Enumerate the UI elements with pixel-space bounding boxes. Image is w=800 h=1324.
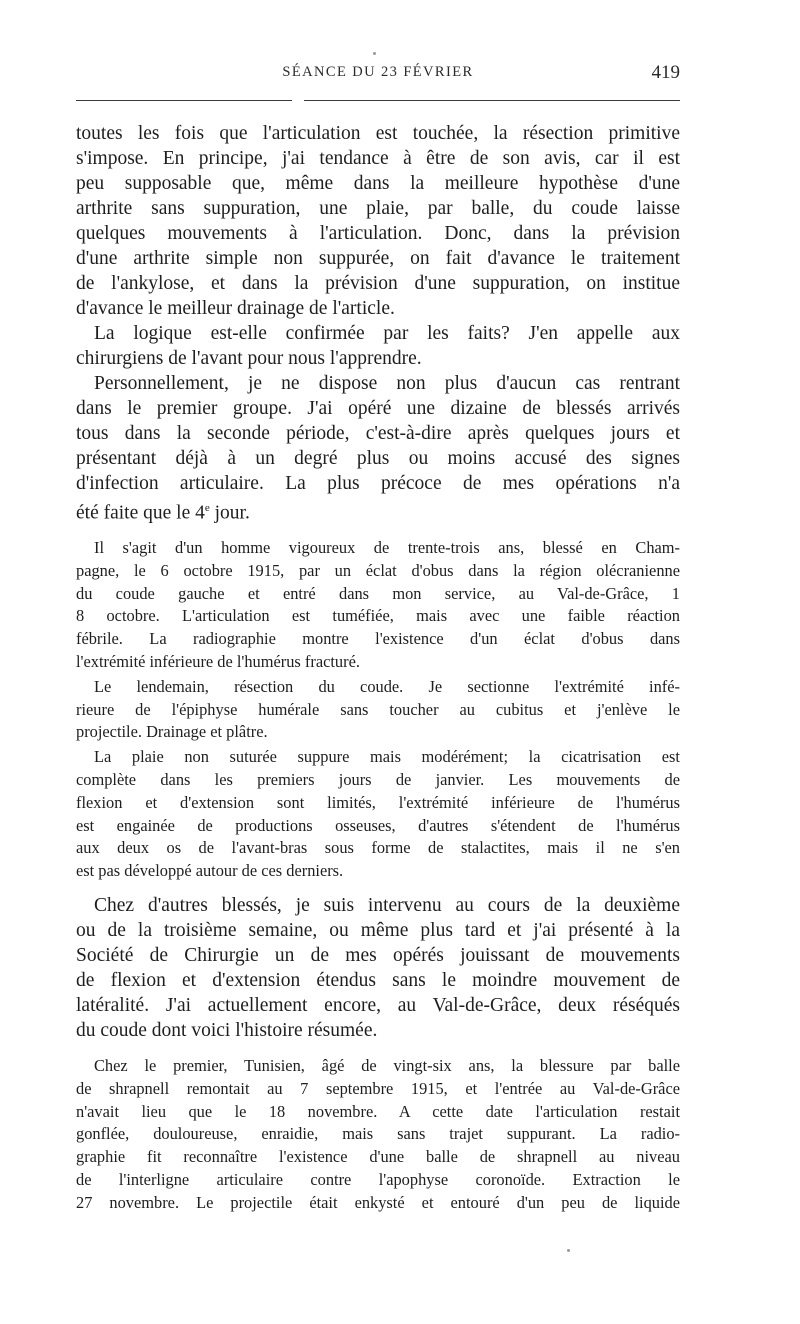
- text-line: arthrite sans suppuration, une plaie, par balle, du coude laisse: [76, 198, 680, 219]
- text-line: aux deux os de l'avant-bras sous forme de stalactites, mais il ne s'en: [76, 838, 680, 858]
- text-line: de l'interligne articulaire contre l'apophyse coronoïde. Extraction le: [76, 1169, 680, 1189]
- text-line: d'une arthrite simple non suppurée, on fait d'avance le traitement: [76, 248, 680, 269]
- paragraph-personal: [76, 371, 680, 526]
- text-line: [76, 496, 680, 526]
- text-line: latéralité. J'ai actuellement encore, au Val-de-Grâce, deux réséqués: [76, 995, 680, 1016]
- page-number: 419: [651, 62, 680, 83]
- paragraph-logic: [76, 321, 680, 371]
- text-line: de flexion et d'extension étendus sans le moindre mouvement de: [76, 970, 680, 991]
- text-line: Chez le premier, Tunisien, âgé de vingt-six ans, la blessure par balle: [94, 1056, 680, 1075]
- text-line: rieure de l'épiphyse humérale sans toucher au cubitus et j'enlève le: [76, 699, 680, 719]
- text-line: du coude dont voici l'histoire résumée.: [76, 1020, 378, 1041]
- text-line: quelques mouvements à l'articulation. Donc, dans la prévision: [76, 223, 680, 244]
- paragraph-continued: [76, 121, 680, 321]
- case-report-first: [76, 537, 680, 883]
- text-line: l'extrémité inférieure de l'humérus fracturé.: [76, 651, 360, 671]
- text-line: s'impose. En principe, j'ai tendance à être de son avis, car il est: [76, 148, 680, 169]
- text-line: flexion et d'extension sont limités, l'extrémité inférieure de l'humérus: [76, 792, 680, 812]
- text-line: ou de la troisième semaine, ou même plus tard et j'ai présenté à la: [76, 920, 680, 941]
- text-line: Il s'agit d'un homme vigoureux de trente-trois ans, blessé en Cham-: [94, 538, 680, 557]
- text-line: Société de Chirurgie un de mes opérés jouissant de mouvements: [76, 945, 680, 966]
- text-line: projectile. Drainage et plâtre.: [76, 722, 268, 742]
- text-line: tous dans la seconde période, c'est-à-dire après quelques jours et: [76, 423, 680, 444]
- text-line: 27 novembre. Le projectile était enkysté et entouré d'un peu de liquide: [76, 1192, 680, 1212]
- text-line: d'avance le meilleur drainage de l'article.: [76, 298, 395, 319]
- text-line: 8 octobre. L'articulation est tuméfiée, mais avec une faible réaction: [76, 606, 680, 626]
- text-line: d'infection articulaire. La plus précoce de mes opérations n'a: [76, 473, 680, 494]
- text-fragment: jour.: [209, 502, 250, 524]
- text-line: est engainée de productions osseuses, d'autres s'étendent de l'humérus: [76, 815, 680, 835]
- text-fragment: été faite que le 4: [76, 502, 205, 524]
- superscript: e: [204, 502, 210, 514]
- case-report-second: [76, 1055, 680, 1215]
- text-line: toutes les fois que l'articulation est touchée, la résection primitive: [76, 123, 680, 144]
- paper-speck: [567, 1249, 570, 1252]
- text-line: La logique est-elle confirmée par les faits? J'en appelle aux: [94, 323, 680, 344]
- text-line: peu supposable que, même dans la meilleure hypothèse d'une: [76, 173, 680, 194]
- text-line: fébrile. La radiographie montre l'existence d'un éclat d'obus dans: [76, 629, 680, 649]
- paragraph-other-patients: [76, 893, 680, 1043]
- text-line: Chez d'autres blessés, je suis intervenu au cours de la deuxième: [94, 895, 680, 916]
- text-line: de l'ankylose, et dans la prévision d'une suppuration, on institue: [76, 273, 680, 294]
- text-line: pagne, le 6 octobre 1915, par un éclat d'obus dans la région olécranienne: [76, 560, 680, 580]
- text-line: La plaie non suturée suppure mais modérément; la cicatrisation est: [94, 747, 680, 767]
- text-line: Personnellement, je ne dispose non plus d'aucun cas rentrant: [94, 373, 680, 394]
- text-line: est pas développé autour de ces derniers.: [76, 861, 344, 881]
- text-line: n'avait lieu que le 18 novembre. A cette date l'articulation restait: [76, 1101, 680, 1121]
- header-rule: [76, 100, 680, 101]
- text-line: Le lendemain, résection du coude. Je sectionne l'extrémité infé-: [94, 676, 680, 696]
- text-line: graphie fit reconnaître l'existence d'une balle de shrapnell au niveau: [76, 1147, 680, 1167]
- text-line: de shrapnell remontait au 7 septembre 1915, et l'entrée au Val-de-Grâce: [76, 1078, 680, 1098]
- text-line: dans le premier groupe. J'ai opéré une dizaine de blessés arrivés: [76, 398, 680, 419]
- text-line: chirurgiens de l'avant pour nous l'apprendre.: [76, 348, 422, 369]
- text-line: gonflée, douloureuse, enraidie, mais sans trajet suppurant. La radio-: [76, 1124, 680, 1144]
- paper-speck: [373, 52, 376, 55]
- text-line: du coude gauche et entré dans mon service, au Val-de-Grâce, 1: [76, 583, 680, 603]
- text-line: complète dans les premiers jours de janvier. Les mouvements de: [76, 769, 680, 789]
- header-rule-gap: [292, 98, 304, 103]
- page-header: [76, 64, 680, 88]
- text-line: présentant déjà à un degré plus ou moins accusé des signes: [76, 448, 680, 469]
- running-title: SÉANCE DU 23 FÉVRIER: [282, 64, 474, 80]
